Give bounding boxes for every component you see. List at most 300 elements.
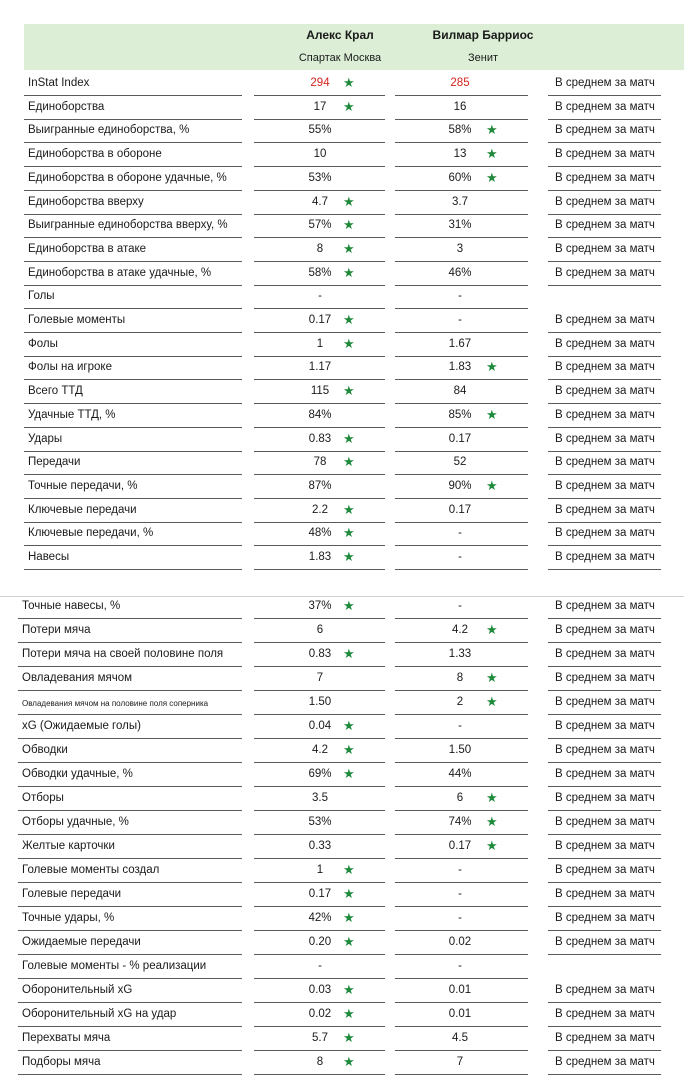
average-note: В среднем за матч: [555, 672, 655, 684]
player1-value: 0.02: [308, 1008, 332, 1020]
average-note: В среднем за матч: [555, 527, 655, 540]
star-icon: ★: [343, 1054, 355, 1069]
average-note: В среднем за матч: [555, 242, 655, 255]
player1-value: 0.17: [308, 314, 332, 326]
table-row: [0, 547, 684, 570]
table-row: [0, 812, 684, 835]
player2-value: -: [458, 960, 462, 972]
row-underline: [548, 834, 661, 835]
stat-label: Голы: [28, 290, 55, 303]
player1-value: 53%: [308, 171, 332, 184]
star-icon: ★: [343, 264, 355, 280]
player2-value: 1.83: [448, 361, 472, 374]
row-underline: [18, 666, 242, 667]
player2-value: 46%: [448, 266, 472, 279]
stat-label: Единоборства в обороне: [28, 148, 162, 161]
row-underline: [254, 1026, 385, 1027]
row-underline: [18, 954, 242, 955]
player2-value: 44%: [448, 768, 472, 780]
stat-label: Ключевые передачи: [28, 503, 137, 516]
average-note: В среднем за матч: [555, 624, 655, 636]
row-underline: [548, 569, 661, 570]
player2-team: Зенит: [467, 52, 499, 64]
player1-value: -: [318, 960, 322, 972]
row-underline: [548, 930, 661, 931]
row-underline: [254, 569, 385, 570]
table-row: [0, 1028, 684, 1051]
stat-label: Потери мяча на своей половине поля: [22, 648, 224, 660]
stat-label: Точные передачи, %: [28, 479, 138, 492]
average-note: В среднем за матч: [555, 266, 655, 279]
player1-value: 2.2: [312, 503, 328, 516]
table-row: [0, 740, 684, 763]
player1-value: 0.83: [308, 432, 332, 445]
stat-label: Оборонительный xG на удар: [22, 1008, 177, 1020]
stat-label: Фолы: [28, 337, 58, 350]
player1-value: 10: [313, 148, 327, 161]
stat-label: Выигранные единоборства вверху, %: [28, 219, 228, 232]
player2-value: -: [458, 600, 462, 612]
player1-team: Спартак Москва: [298, 52, 382, 64]
player1-value: 17: [313, 100, 327, 113]
star-icon: ★: [343, 312, 355, 327]
row-underline: [254, 834, 385, 835]
row-underline: [254, 882, 385, 883]
table-row: [0, 168, 684, 191]
player1-value: -: [318, 290, 322, 303]
row-underline: [395, 978, 528, 979]
row-underline: [18, 738, 242, 739]
player2-value: -: [458, 912, 462, 924]
table-row: [0, 836, 684, 859]
row-underline: [254, 906, 385, 907]
row-underline: [254, 618, 385, 619]
player2-value: 58%: [448, 124, 472, 137]
star-icon: ★: [486, 169, 498, 185]
table-row: [0, 596, 684, 619]
row-underline: [18, 714, 242, 715]
row-underline: [395, 882, 528, 883]
star-icon: ★: [486, 477, 498, 493]
player2-value: -: [458, 314, 462, 326]
row-underline: [254, 1074, 385, 1075]
average-note: В среднем за матч: [555, 1008, 655, 1020]
player1-value: 0.04: [308, 720, 332, 732]
player1-value: 1.17: [308, 361, 332, 374]
row-underline: [254, 1050, 385, 1051]
player1-value: 8: [316, 1056, 324, 1068]
average-note: В среднем за матч: [555, 744, 655, 756]
row-underline: [18, 858, 242, 859]
star-icon: ★: [343, 549, 355, 564]
table-row: [0, 668, 684, 691]
row-underline: [395, 1002, 528, 1003]
star-icon: ★: [343, 646, 355, 661]
row-underline: [395, 954, 528, 955]
star-icon: ★: [343, 383, 355, 399]
table-row: [0, 956, 684, 979]
row-underline: [548, 738, 661, 739]
player1-value: 0.83: [308, 648, 332, 660]
player2-value: 1.50: [448, 744, 472, 756]
player2-value: -: [458, 290, 462, 303]
player1-value: 294: [310, 77, 330, 89]
player1-value: 84%: [308, 408, 332, 421]
row-underline: [548, 858, 661, 859]
player2-value: 0.17: [448, 432, 472, 445]
player1-value: 42%: [308, 912, 332, 924]
average-note: В среднем за матч: [555, 864, 655, 876]
row-underline: [395, 618, 528, 619]
player2-value: 84: [453, 385, 467, 398]
row-underline: [18, 762, 242, 763]
stat-label: Голевые моменты: [28, 314, 126, 326]
player2-value: 3: [456, 242, 464, 255]
row-underline: [18, 618, 242, 619]
player1-value: 1: [316, 337, 324, 350]
player1-value: 58%: [308, 266, 332, 279]
stat-label: Точные удары, %: [22, 912, 115, 924]
star-icon: ★: [343, 75, 355, 90]
row-underline: [548, 642, 661, 643]
average-note: В среднем за матч: [555, 1032, 655, 1044]
player1-value: 53%: [308, 816, 332, 828]
stat-label: Удары: [28, 432, 63, 445]
average-note: В среднем за матч: [555, 408, 655, 421]
row-underline: [548, 690, 661, 691]
table-row: [0, 144, 684, 167]
average-note: В среднем за матч: [555, 792, 655, 804]
stat-label: Удачные ТТД, %: [28, 408, 116, 421]
row-underline: [548, 882, 661, 883]
player2-value: 52: [453, 456, 467, 469]
row-underline: [395, 930, 528, 931]
player2-value: 4.2: [452, 624, 468, 636]
stat-label: Ожидаемые передачи: [22, 936, 141, 948]
row-underline: [254, 690, 385, 691]
average-note: В среднем за матч: [555, 720, 655, 732]
star-icon: ★: [486, 146, 498, 162]
star-icon: ★: [486, 670, 498, 685]
player1-value: 0.20: [308, 936, 332, 948]
row-underline: [254, 810, 385, 811]
stat-label: Всего ТТД: [28, 385, 83, 398]
stat-label: Желтые карточки: [22, 840, 115, 852]
player1-value: 0.33: [308, 840, 332, 852]
player1-value: 4.2: [312, 744, 328, 756]
row-underline: [254, 786, 385, 787]
row-underline: [548, 1026, 661, 1027]
row-underline: [254, 762, 385, 763]
star-icon: ★: [343, 217, 355, 233]
table-row: [0, 97, 684, 120]
player2-value: -: [458, 864, 462, 876]
stat-label: Голевые передачи: [22, 888, 122, 900]
table-row: [0, 764, 684, 787]
player2-value: 285: [450, 77, 470, 89]
player1-value: 3.5: [312, 792, 328, 804]
star-icon: ★: [343, 886, 355, 901]
player1-value: 4.7: [312, 195, 328, 208]
row-underline: [18, 1002, 242, 1003]
average-note: В среднем за матч: [555, 551, 655, 563]
table-row: [0, 500, 684, 523]
player1-value: 57%: [308, 219, 332, 232]
player2-value: 1.67: [448, 337, 472, 350]
table-row: [0, 692, 684, 715]
row-underline: [254, 954, 385, 955]
player2-value: -: [458, 720, 462, 732]
table-row: [0, 452, 684, 475]
player1-value: 78: [313, 456, 327, 469]
row-underline: [18, 834, 242, 835]
table-row: [0, 120, 684, 143]
player2-value: 4.5: [452, 1032, 468, 1044]
table-row: [0, 429, 684, 452]
stat-label: Выигранные единоборства, %: [28, 124, 190, 137]
star-icon: ★: [343, 430, 355, 446]
row-underline: [395, 642, 528, 643]
row-underline: [18, 1050, 242, 1051]
star-icon: ★: [343, 982, 355, 997]
star-icon: ★: [343, 742, 355, 757]
player2-value: 1.33: [448, 648, 472, 660]
player2-value: 0.01: [448, 1008, 472, 1020]
player1-value: 37%: [308, 600, 332, 612]
star-icon: ★: [343, 454, 355, 470]
average-note: В среднем за матч: [555, 77, 655, 89]
stat-label: Ключевые передачи, %: [28, 527, 154, 540]
row-underline: [395, 738, 528, 739]
row-underline: [395, 762, 528, 763]
row-underline: [395, 714, 528, 715]
average-note: В среднем за матч: [555, 503, 655, 516]
player2-value: 85%: [448, 408, 472, 421]
table-row: [0, 716, 684, 739]
star-icon: ★: [486, 814, 498, 829]
player1-value: 8: [316, 242, 324, 255]
row-underline: [548, 1074, 661, 1075]
star-icon: ★: [486, 406, 498, 422]
row-underline: [548, 1050, 661, 1051]
player2-value: 60%: [448, 171, 472, 184]
stat-label: Голевые моменты создал: [22, 864, 160, 876]
table-row: [0, 884, 684, 907]
row-underline: [254, 930, 385, 931]
star-icon: ★: [486, 122, 498, 138]
player2-value: -: [458, 888, 462, 900]
star-icon: ★: [343, 598, 355, 613]
table-row: [0, 357, 684, 380]
row-underline: [395, 786, 528, 787]
player1-value: 115: [310, 385, 330, 398]
row-underline: [548, 810, 661, 811]
row-underline: [254, 1002, 385, 1003]
average-note: В среднем за матч: [555, 195, 655, 208]
row-underline: [548, 762, 661, 763]
average-note: В среднем за матч: [555, 984, 655, 996]
stat-label: Отборы: [22, 792, 64, 804]
average-note: В среднем за матч: [555, 479, 655, 492]
table-header: [24, 24, 684, 70]
table-row: [0, 286, 684, 309]
stat-label: Единоборства в обороне удачные, %: [28, 171, 227, 184]
table-row: [0, 381, 684, 404]
stat-label: Передачи: [28, 456, 81, 469]
row-underline: [18, 642, 242, 643]
stat-label: InStat Index: [28, 77, 90, 89]
player2-value: 0.02: [448, 936, 472, 948]
star-icon: ★: [486, 790, 498, 805]
stat-label: xG (Ожидаемые голы): [22, 720, 141, 732]
table-row: [0, 788, 684, 811]
stat-label: Потери мяча: [22, 624, 91, 636]
row-underline: [395, 690, 528, 691]
player2-name: Вилмар Барриос: [432, 28, 534, 42]
row-underline: [395, 1026, 528, 1027]
average-note: В среднем за матч: [555, 385, 655, 398]
stat-label: Фолы на игроке: [28, 361, 112, 374]
stat-label: Перехваты мяча: [22, 1032, 111, 1044]
stat-label: Оборонительный xG: [22, 984, 133, 996]
row-underline: [548, 786, 661, 787]
stat-label: Точные навесы, %: [22, 600, 121, 612]
average-note: В среднем за матч: [555, 648, 655, 660]
table-row: [0, 523, 684, 546]
average-note: В среднем за матч: [555, 840, 655, 852]
star-icon: ★: [486, 694, 498, 709]
player1-value: 87%: [308, 479, 332, 492]
average-note: В среднем за матч: [555, 314, 655, 326]
row-underline: [254, 978, 385, 979]
star-icon: ★: [343, 240, 355, 256]
average-note: В среднем за матч: [555, 936, 655, 948]
row-underline: [254, 858, 385, 859]
table-row: [0, 263, 684, 286]
player2-value: 2: [456, 696, 464, 708]
table-row: [0, 908, 684, 931]
star-icon: ★: [486, 622, 498, 637]
table-row: [0, 860, 684, 883]
average-note: В среднем за матч: [555, 432, 655, 445]
row-underline: [548, 714, 661, 715]
row-underline: [18, 1026, 242, 1027]
star-icon: ★: [343, 525, 355, 541]
star-icon: ★: [343, 98, 355, 114]
player1-value: 1: [316, 864, 324, 876]
star-icon: ★: [343, 193, 355, 209]
row-underline: [254, 642, 385, 643]
row-underline: [18, 690, 242, 691]
player2-value: 8: [456, 672, 464, 684]
star-icon: ★: [486, 838, 498, 853]
row-underline: [24, 569, 242, 570]
star-icon: ★: [343, 766, 355, 781]
star-icon: ★: [343, 1006, 355, 1021]
average-note: В среднем за матч: [555, 912, 655, 924]
table-row: [0, 644, 684, 667]
stat-label: Единоборства: [28, 100, 105, 113]
player1-value: 48%: [308, 527, 332, 540]
average-note: В среднем за матч: [555, 337, 655, 350]
table-row: [0, 334, 684, 357]
average-note: В среднем за матч: [555, 768, 655, 780]
average-note: В среднем за матч: [555, 888, 655, 900]
row-underline: [254, 666, 385, 667]
average-note: В среднем за матч: [555, 600, 655, 612]
row-underline: [254, 738, 385, 739]
table-row: [0, 73, 684, 96]
average-note: В среднем за матч: [555, 100, 655, 113]
player1-value: 1.83: [308, 551, 332, 563]
player2-value: -: [458, 551, 462, 563]
star-icon: ★: [343, 718, 355, 733]
stat-label: Единоборства вверху: [28, 195, 144, 208]
star-icon: ★: [486, 359, 498, 375]
row-underline: [18, 882, 242, 883]
row-underline: [395, 1074, 528, 1075]
row-underline: [548, 906, 661, 907]
table-row: [0, 1052, 684, 1075]
player1-value: 7: [316, 672, 324, 684]
player1-value: 5.7: [312, 1032, 328, 1044]
star-icon: ★: [343, 501, 355, 517]
star-icon: ★: [343, 1030, 355, 1045]
stat-label: Единоборства в атаке удачные, %: [28, 266, 212, 279]
average-note: В среднем за матч: [555, 1056, 655, 1068]
table-row: [0, 980, 684, 1003]
table-row: [0, 1004, 684, 1027]
stat-label: Навесы: [28, 551, 70, 563]
player1-value: 0.17: [308, 888, 332, 900]
stat-label: Голевые моменты - % реализации: [22, 960, 207, 972]
row-underline: [395, 810, 528, 811]
player2-value: 90%: [448, 479, 472, 492]
player1-value: 69%: [308, 768, 332, 780]
table-row: [0, 310, 684, 333]
stat-label: Отборы удачные, %: [22, 816, 129, 828]
table-row: [0, 620, 684, 643]
row-underline: [18, 978, 242, 979]
row-underline: [395, 569, 528, 570]
player1-value: 6: [316, 624, 324, 636]
average-note: В среднем за матч: [555, 124, 655, 137]
player2-value: 0.17: [448, 503, 472, 516]
player2-value: 31%: [448, 219, 472, 232]
average-note: В среднем за матч: [555, 219, 655, 232]
player2-value: 13: [453, 148, 467, 161]
stat-label: Овладевания мячом на половине поля соперника: [22, 699, 209, 708]
average-note: В среднем за матч: [555, 696, 655, 708]
player2-value: 16: [453, 100, 467, 113]
row-underline: [395, 906, 528, 907]
player1-value: 55%: [308, 124, 332, 137]
row-underline: [548, 666, 661, 667]
average-note: В среднем за матч: [555, 361, 655, 374]
row-underline: [18, 786, 242, 787]
row-underline: [395, 1050, 528, 1051]
player2-value: 3.7: [452, 195, 468, 208]
table-row: [0, 932, 684, 955]
row-underline: [395, 666, 528, 667]
average-note: В среднем за матч: [555, 171, 655, 184]
row-underline: [254, 714, 385, 715]
star-icon: ★: [343, 862, 355, 877]
player2-value: 74%: [448, 816, 472, 828]
row-underline: [18, 930, 242, 931]
stat-label: Единоборства в атаке: [28, 242, 147, 255]
stat-label: Обводки удачные, %: [22, 768, 133, 780]
